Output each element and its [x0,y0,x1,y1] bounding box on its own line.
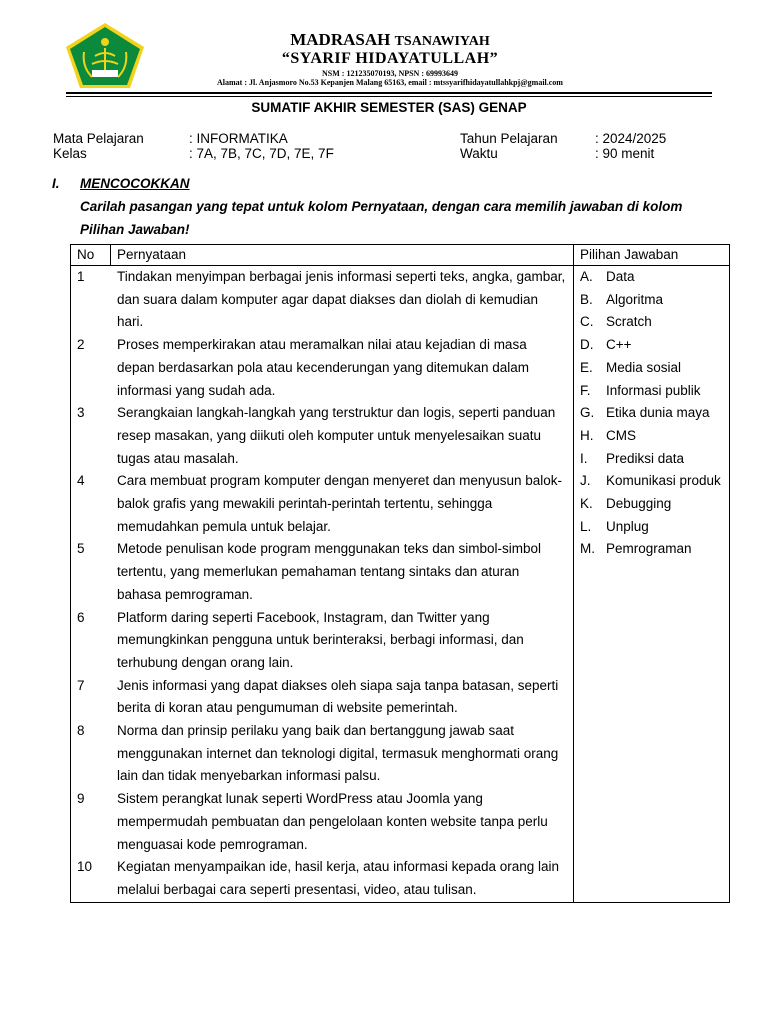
statement-number: 1 [77,269,85,284]
option-f [580,380,723,403]
option-text: Etika dunia maya [606,405,710,421]
option-letter: I. [580,450,588,466]
statement-row-4 [71,470,573,538]
option-letter: M. [580,541,595,557]
statement-number: 5 [77,541,85,557]
school-name-line2: “SYARIF HIDAYATULLAH” [281,50,499,67]
option-m [580,538,723,561]
statement-number: 6 [77,609,85,625]
statement-text: Kegiatan menyampaikan ide, hasil kerja, atau informasi kepada orang lain melalui berbagai cara seperti presentasi, video, atau tulisan. [117,859,560,897]
header-statement: Pernyataan [111,245,574,266]
option-text: Debugging [606,496,672,512]
option-b [580,289,723,312]
statement-number: 9 [77,791,85,807]
option-j [580,470,723,493]
option-letter: F. [580,382,591,398]
statement-text: Tindakan menyimpan berbagai jenis informasi seperti teks, angka, gambar, dan suara dalam komputer agar dapat diakses dan diolah di kemudian hari. [117,269,566,330]
statement-row-5 [71,538,573,606]
statement-row-8 [71,720,573,788]
header-options: Pilihan Jawaban [574,245,730,266]
option-letter: H. [580,427,594,443]
school-name-line1 [150,30,630,50]
statements-cell [71,266,574,903]
option-e [580,357,723,380]
option-letter: D. [580,337,594,353]
time-label: Waktu [460,146,498,161]
options-cell [574,266,730,903]
year-value: : 2024/2025 [595,131,667,146]
class-value: : 7A, 7B, 7C, 7D, 7E, 7F [189,146,334,161]
statement-text: Cara membuat program komputer dengan menyeret dan menyusun balok-balok grafis yang mewakili perintah-perintah tertentu, sehingga memudahkan pemula untuk belajar. [117,473,562,534]
option-d [580,334,723,357]
statement-text: Jenis informasi yang dapat diakses oleh siapa saja tanpa batasan, seperti berita di koran atau pengumuman di website pemerintah. [117,677,559,716]
option-text: CMS [606,427,636,443]
option-text: Data [606,269,635,284]
header-rule-thin [66,96,712,97]
statement-number: 7 [77,677,85,693]
statement-text: Proses memperkirakan atau meramalkan nilai atau kejadian di masa depan berdasarkan pola atau kecenderungan yang ditemukan dalam informasi yang sudah ada. [117,337,530,398]
statement-row-7 [71,675,573,720]
option-a [580,266,723,289]
subject-value: : INFORMATIKA [189,131,288,146]
option-letter: B. [580,291,593,307]
statement-number: 3 [77,405,85,421]
section-number: I. [52,176,60,191]
section-heading [52,176,190,191]
option-letter: J. [580,473,591,489]
option-letter: L. [580,518,592,534]
option-l [580,516,723,539]
option-k [580,493,723,516]
option-letter: C. [580,314,594,330]
table-body-row [71,266,730,903]
option-letter: K. [580,496,593,512]
option-letter: A. [580,269,593,284]
school-registration-numbers: NSM : 121235070193, NPSN : 69993649 [322,69,458,78]
option-text: Media sosial [606,359,682,375]
matching-table [70,244,730,903]
exam-title: SUMATIF AKHIR SEMESTER (SAS) GENAP [251,100,527,115]
school-name-tsanawiyah: TSANAWIYAH [394,34,490,49]
statement-text: Platform daring seperti Facebook, Instagram, dan Twitter yang memungkinkan pengguna untuk berinteraksi, berbagi informasi, dan terhubung dengan orang lain. [117,609,524,670]
statement-row-6 [71,607,573,675]
option-text: Informasi publik [606,382,701,398]
statement-text: Norma dan prinsip perilaku yang baik dan bertanggung jawab saat menggunakan internet dan teknologi digital, termasuk menghormati orang lain dan tidak menyebarkan informasi palsu. [117,723,559,784]
subject-label: Mata Pelajaran [53,131,144,146]
option-h [580,425,723,448]
statement-number: 4 [77,473,85,489]
statement-number: 2 [77,337,85,353]
option-c [580,311,723,334]
option-i [580,448,723,471]
school-address: Alamat : Jl. Anjasmoro No.53 Kepanjen Malang 65163, email : mtssyarifhidayatullahkpj@gmail.com [217,78,563,87]
option-g [580,402,723,425]
school-logo [64,22,146,90]
option-text: Scratch [606,314,652,330]
school-name-madrasah: MADRASAH [290,30,391,49]
time-value: : 90 menit [595,146,655,161]
statement-row-2 [71,334,573,402]
statement-text: Sistem perangkat lunak seperti WordPress atau Joomla yang mempermudah pembuatan dan pengelolaan konten website tanpa perlu menguasai kode pemrograman. [117,791,548,852]
statement-text: Serangkaian langkah-langkah yang terstruktur dan logis, seperti panduan resep masakan, yang diikuti oleh komputer untuk menyelesaikan suatu tugas atau masalah. [117,405,556,466]
statement-list [71,266,573,902]
option-text: Pemrograman [606,541,692,557]
option-letter: G. [580,405,595,421]
section-instruction: Carilah pasangan yang tepat untuk kolom Pernyataan, dengan cara memilih jawaban di kolom Pilihan Jawaban! [80,199,683,237]
option-text: Unplug [606,518,649,534]
statement-row-1 [71,266,573,334]
option-text: Algoritma [606,291,664,307]
statement-row-10 [71,856,573,901]
option-text: Komunikasi produk [606,473,721,489]
option-letter: E. [580,359,593,375]
statement-text: Metode penulisan kode program menggunakan teks dan simbol-simbol tertentu, yang memerlukan pemahaman tentang sintaks dan aturan bahasa pemrograman. [117,541,541,602]
table-header-row [71,245,730,266]
statement-number: 10 [77,859,93,875]
option-text: Prediksi data [606,450,685,466]
option-text: C++ [606,337,632,353]
year-label: Tahun Pelajaran [460,131,558,146]
section-title: MENCOCOKKAN [80,176,190,191]
statement-row-3 [71,402,573,470]
statement-number: 8 [77,723,85,739]
class-label: Kelas [53,146,87,161]
header-rule-thick [66,92,712,94]
statement-row-9 [71,788,573,856]
header-no: No [71,245,111,266]
